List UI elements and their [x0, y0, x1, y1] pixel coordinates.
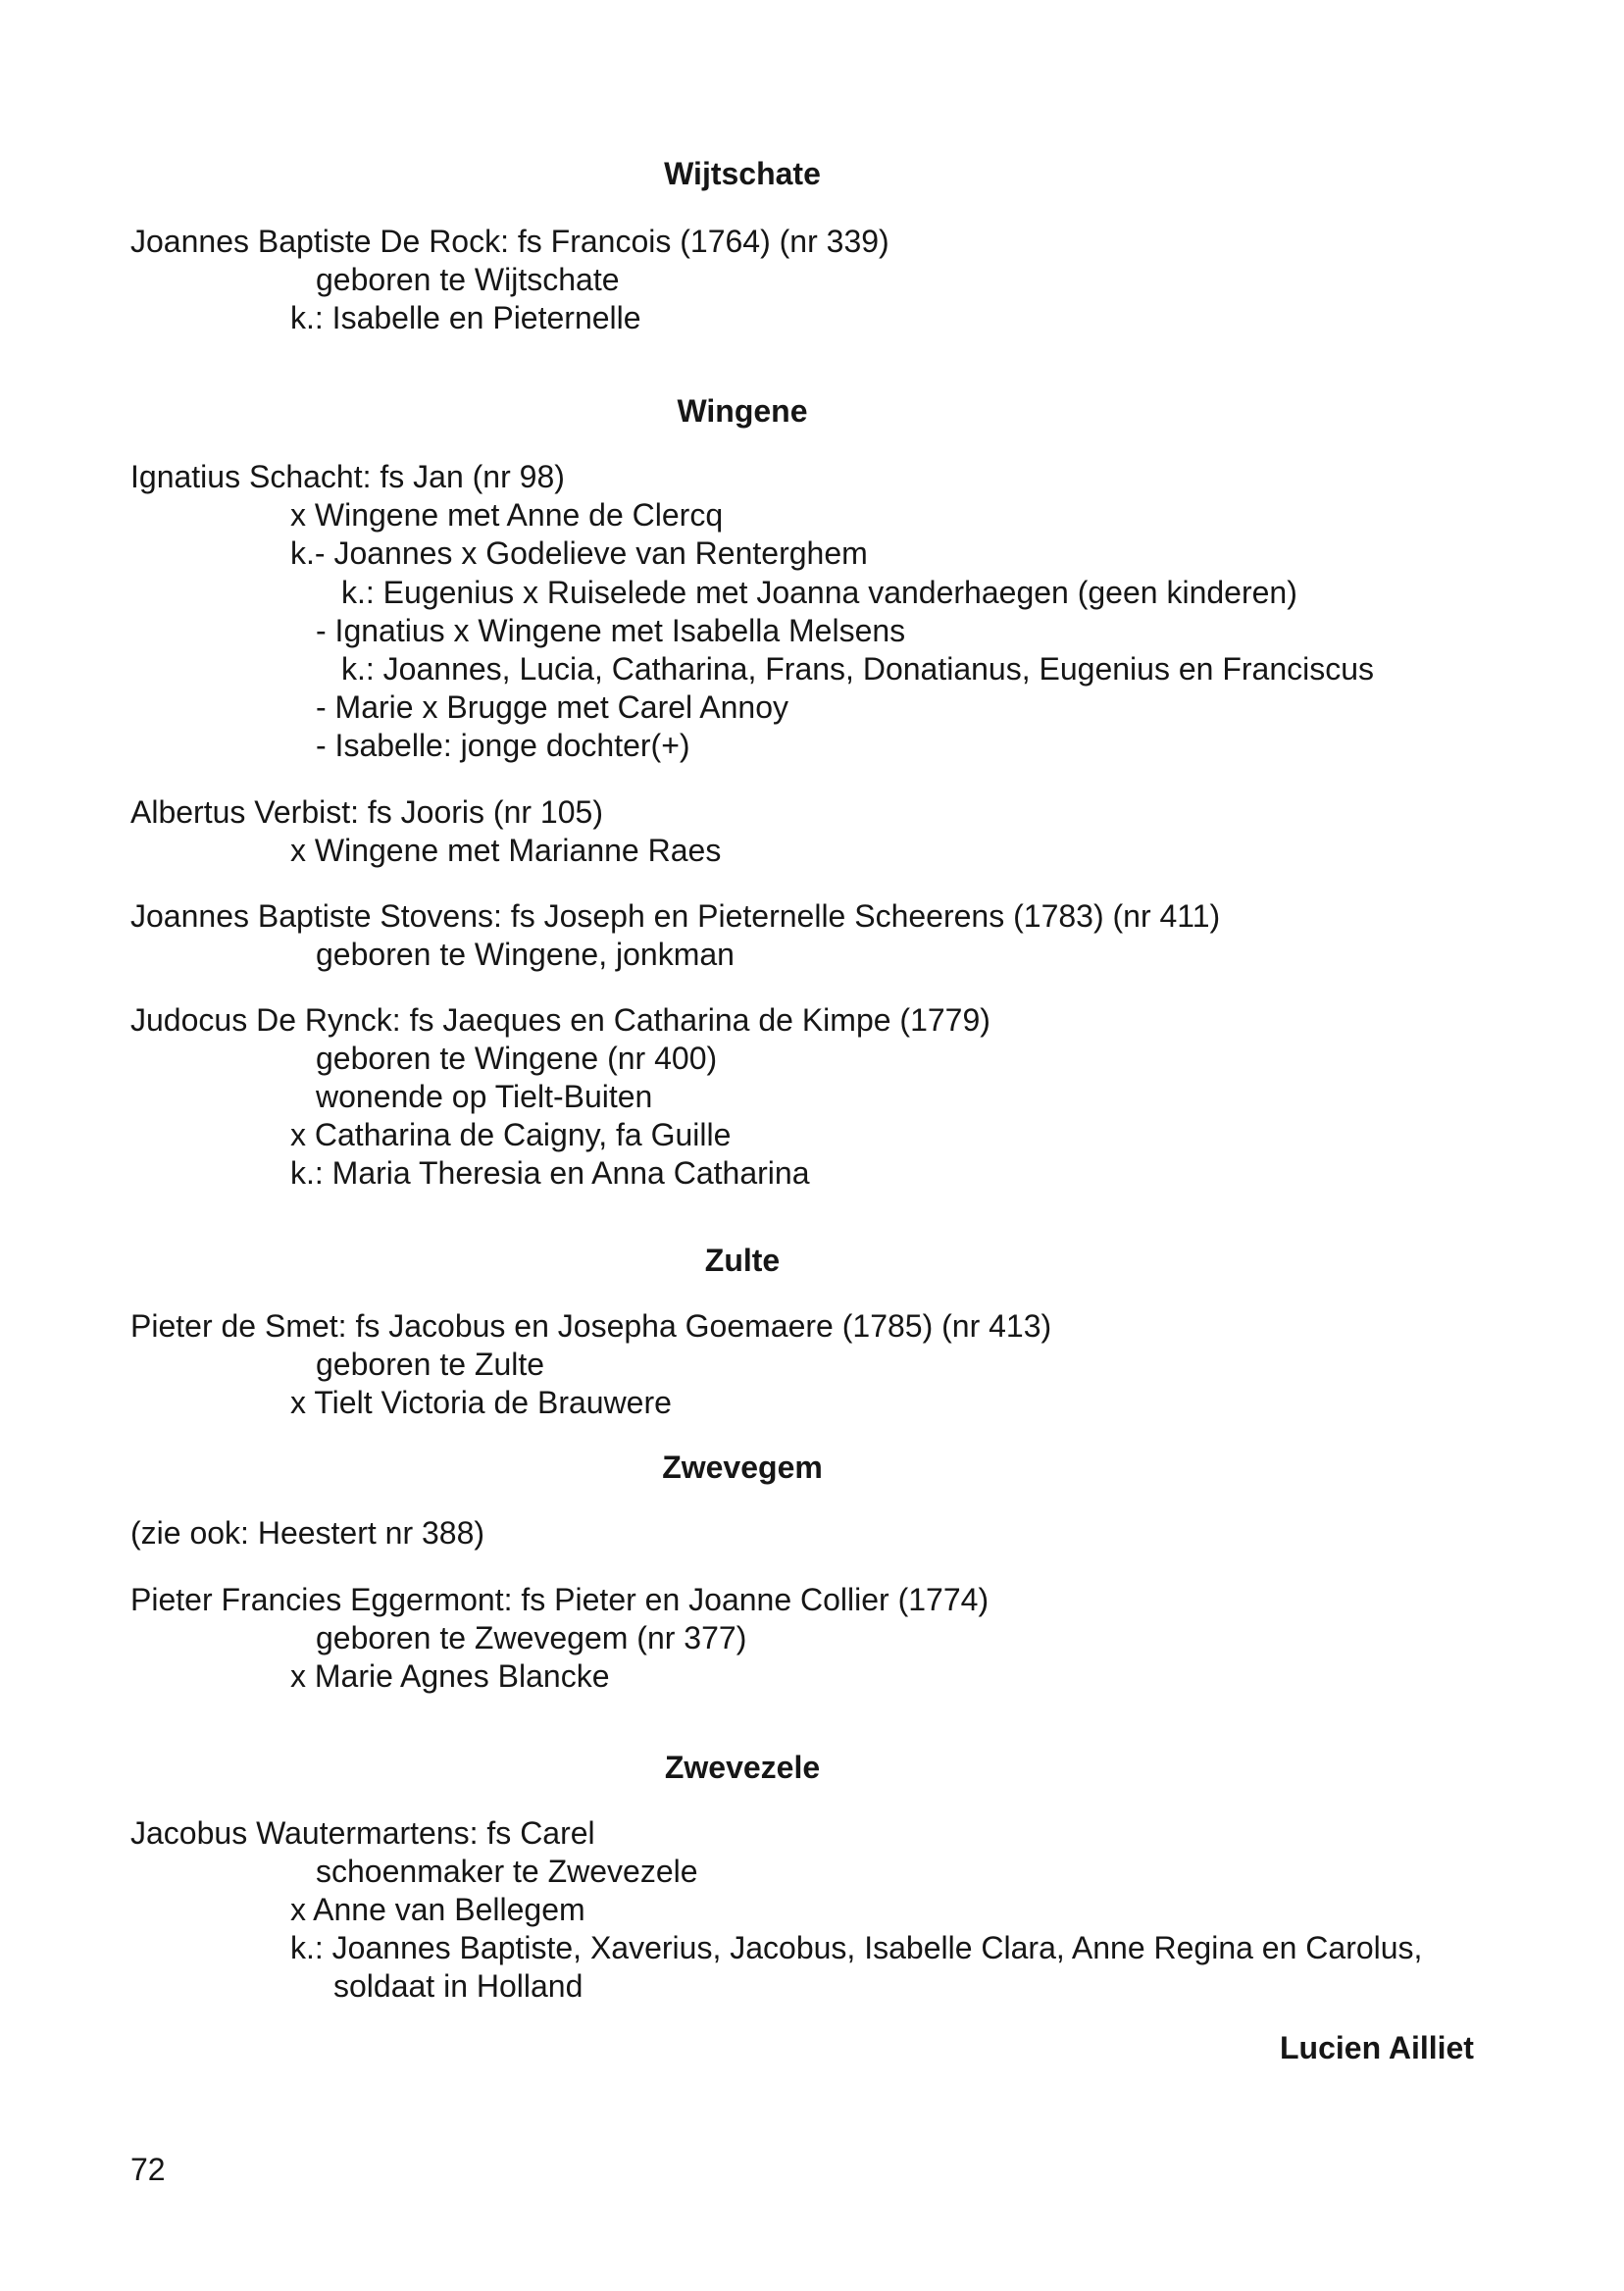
entry-line: Ignatius Schacht: fs Jan (nr 98) — [130, 459, 565, 494]
entry-line: Joannes Baptiste Stovens: fs Joseph en Pieternelle Scheerens (1783) (nr 411) — [130, 898, 1221, 934]
entry-line: k.: Joannes, Lucia, Catharina, Frans, Donatianus, Eugenius en Franciscus — [341, 651, 1375, 687]
entry-line: x Anne van Bellegem — [290, 1892, 585, 1927]
entry-line: geboren te Zulte — [316, 1347, 545, 1382]
entry-line: x Wingene met Anne de Clercq — [290, 497, 724, 533]
entry-line: Judocus De Rynck: fs Jaeques en Catharina de Kimpe (1779) — [130, 1002, 990, 1038]
entry-line: k.: Maria Theresia en Anna Catharina — [290, 1155, 810, 1191]
entry-line: - Ignatius x Wingene met Isabella Melsens — [316, 613, 906, 648]
entry-line: x Marie Agnes Blancke — [290, 1658, 610, 1694]
entry-line: x Tielt Victoria de Brauwere — [290, 1385, 672, 1420]
entry-line: wonende op Tielt-Buiten — [316, 1079, 653, 1114]
entry-line: Joannes Baptiste De Rock: fs Francois (1764) (nr 339) — [130, 224, 889, 259]
entry-line: schoenmaker te Zwevezele — [316, 1854, 698, 1889]
page-number: 72 — [130, 2152, 166, 2187]
entry-line: k.: Isabelle en Pieternelle — [290, 300, 641, 335]
entry-line: geboren te Wingene, jonkman — [316, 937, 735, 972]
entry-line: geboren te Wingene (nr 400) — [316, 1041, 718, 1076]
entry-line: x Wingene met Marianne Raes — [290, 833, 722, 868]
entry-line: k.: Eugenius x Ruiselede met Joanna vanderhaegen (geen kinderen) — [341, 575, 1297, 610]
entry-line: k.: Joannes Baptiste, Xaverius, Jacobus, Isabelle Clara, Anne Regina en Carolus, — [290, 1930, 1423, 1965]
section-heading-zulte: Zulte — [704, 1243, 781, 1278]
entry-line: x Catharina de Caigny, fa Guille — [290, 1117, 732, 1152]
section-heading-wingene: Wingene — [677, 393, 808, 429]
entry-line: - Isabelle: jonge dochter(+) — [316, 728, 690, 763]
entry-line: (zie ook: Heestert nr 388) — [130, 1515, 485, 1551]
author-signature: Lucien Ailliet — [1280, 2030, 1474, 2065]
entry-line: Albertus Verbist: fs Jooris (nr 105) — [130, 794, 603, 830]
section-heading-wijtschate: Wijtschate — [664, 156, 821, 191]
entry-line: geboren te Wijtschate — [316, 262, 620, 297]
entry-line: soldaat in Holland — [333, 1968, 584, 2004]
entry-line: Pieter de Smet: fs Jacobus en Josepha Goemaere (1785) (nr 413) — [130, 1308, 1052, 1344]
section-heading-zwevegem: Zwevegem — [662, 1450, 823, 1485]
entry-line: k.- Joannes x Godelieve van Renterghem — [290, 535, 868, 571]
entry-line: Jacobus Wautermartens: fs Carel — [130, 1815, 595, 1851]
section-heading-zwevezele: Zwevezele — [664, 1750, 821, 1785]
entry-line: - Marie x Brugge met Carel Annoy — [316, 689, 788, 725]
entry-line: Pieter Francies Eggermont: fs Pieter en Joanne Collier (1774) — [130, 1582, 990, 1617]
entry-line: geboren te Zwevegem (nr 377) — [316, 1620, 747, 1655]
